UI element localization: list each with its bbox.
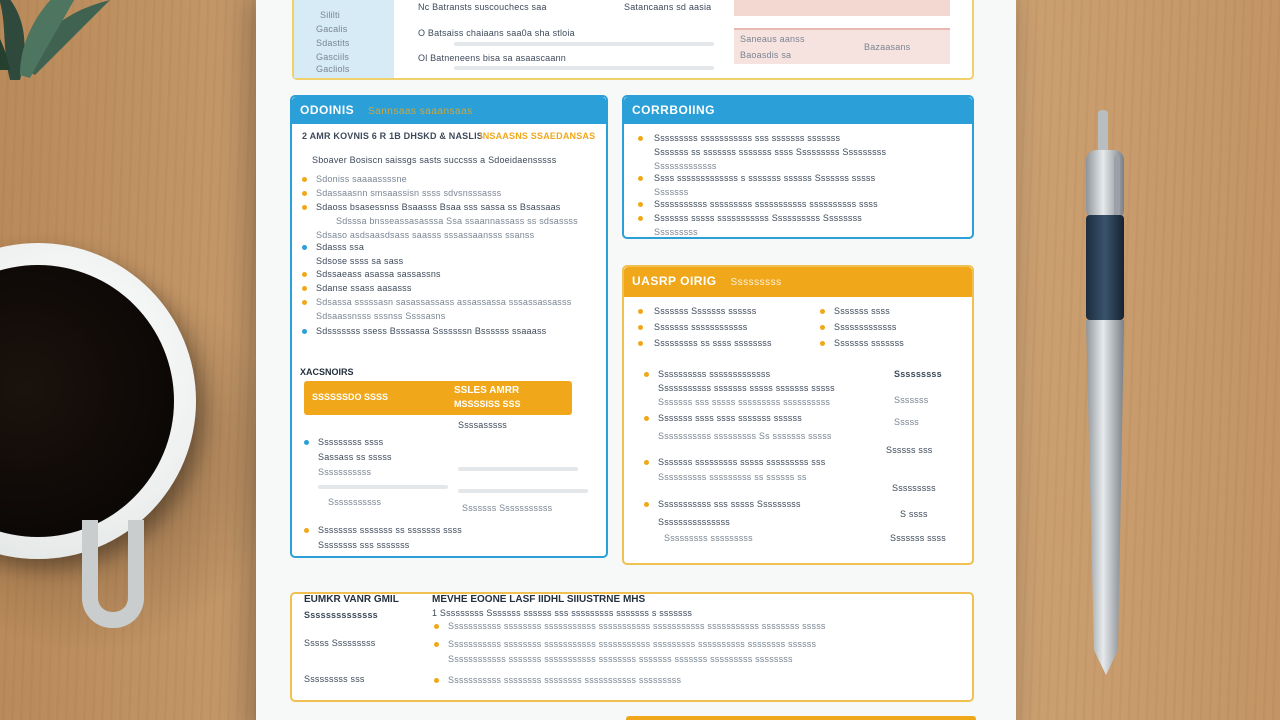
odoinis-item: Sdasss ssa: [316, 242, 365, 252]
bullet: [302, 245, 307, 250]
bullet: [304, 528, 309, 533]
odoinis-subtitle: Sannsaas saaansaas: [368, 106, 473, 117]
bottom-line: Sssssssssss ssssssss ssssssss sssssssssss sssssssss: [448, 675, 682, 685]
top-left-line: Gacliols: [316, 64, 350, 74]
lower-left-line: Sssssssssss: [318, 467, 372, 477]
bottom-line: Ssssssssssss sssssss sssssssssss ssssssss sssssss sssssss sssssssss ssssssss: [448, 654, 793, 664]
odoinis-title: ODOINIS: [300, 103, 355, 117]
uasrp-detail: Sssssss ssss ssss sssssss ssssss: [658, 413, 802, 423]
bullet: [302, 177, 307, 182]
bullet: [302, 191, 307, 196]
bullet: [644, 460, 649, 465]
bullet: [304, 440, 309, 445]
bottom-left-label: Sssss Sssssssss: [304, 638, 376, 648]
top-divider: [454, 66, 714, 70]
field-bar: [458, 489, 588, 493]
odoinis-item: Sdsaassnsss sssnss Ssssasns: [316, 311, 446, 321]
uasrp-detail: Sssssss sssssssss sssss sssssssss sss: [658, 457, 826, 467]
top-left-panel: [294, 0, 394, 78]
bullet: [644, 372, 649, 377]
bottom-left-label: Ssssssssssssss: [304, 610, 378, 620]
top-right-cell: Baoasdis sa: [740, 50, 792, 60]
top-divider: [454, 42, 714, 46]
corrboiing-header: [624, 97, 972, 124]
top-right-cell: Bazaasans: [864, 42, 911, 52]
top-mid-line: Nc Batransts suscouchecs saa: [418, 2, 547, 12]
corrboiing-item: Sssssssssssss: [654, 161, 717, 171]
corrboiing-title: CORRBOIING: [632, 103, 715, 117]
bottom-line: Sssssssssss ssssssss sssssssssss sssssssssss sssssssss ssssssssss ssssssss ssssss: [448, 639, 817, 649]
coffee: [0, 265, 174, 537]
bullet: [820, 325, 825, 330]
odoinis-item: Sdsaso asdsaasdsass saasss sssassaansss ssanss: [316, 230, 535, 240]
bullet: [302, 205, 307, 210]
bullet: [820, 341, 825, 346]
callout-right-text: MSSSSISS SSS: [454, 399, 521, 409]
top-left-line: Sililti: [320, 10, 340, 20]
lower-right-line: Ssssasssss: [458, 420, 508, 430]
uasrp-detail: Sssssssssss sssssss sssss sssssss sssss: [658, 383, 835, 393]
footer-line: Ssssssss sssssss ss sssssss ssss: [318, 525, 462, 535]
uasrp-detail: Sssssssssss sssssssss Ss sssssss sssss: [658, 431, 832, 441]
uasrp-title: UASRP OIRIG: [632, 274, 717, 288]
lower-left-line: Sassass ss sssss: [318, 452, 392, 462]
bottom-card: [290, 592, 974, 702]
bottom-line: 1 Sssssssss Sssssss ssssss sss sssssssss sssssss s sssssss: [432, 608, 693, 618]
uasrp-side-value: Sssssss ssss: [890, 533, 946, 543]
top-right-pink-block: [734, 0, 950, 16]
bottom-title-left: EUMKR VANR GMIL: [304, 594, 399, 605]
uasrp-side-value: Sssssss: [894, 395, 929, 405]
field-bar: [318, 485, 448, 489]
odoinis-item: Sdsssssss ssess Bsssassa Sssssssn Bssssss ssaaass: [316, 326, 547, 336]
uasrp-right-item: Sssssss sssssss: [834, 338, 905, 348]
bullet: [434, 678, 439, 683]
uasrp-detail: Sssssss sss sssss sssssssss ssssssssss: [658, 397, 831, 407]
bullet: [638, 136, 643, 141]
corrboiing-item: Sssssssss: [654, 227, 698, 237]
corrboiing-item: Ssss sssssssssssss s sssssss ssssss Sssssss sssss: [654, 173, 876, 183]
corrboiing-item: Sssssssss sssssssssss sss sssssss sssssss: [654, 133, 841, 143]
bottom-line: Sssssssssss ssssssss sssssssssss sssssssssss sssssssssss sssssssssss ssssssss sssss: [448, 621, 826, 631]
callout-left-text: SSSSSSDO SSSS: [312, 392, 389, 402]
top-left-line: Sdastits: [316, 38, 350, 48]
bullet: [434, 642, 439, 647]
bullet: [638, 202, 643, 207]
uasrp-left-item: Sssssss Sssssss ssssss: [654, 306, 757, 316]
uasrp-detail: Ssssssssss sssssssss ss ssssss ss: [658, 472, 807, 482]
callout-right-text: SSLES AMRR: [454, 385, 520, 396]
bullet: [820, 309, 825, 314]
top-left-line: Gasciils: [316, 52, 350, 62]
bullet: [638, 341, 643, 346]
document-sheet: [256, 0, 1016, 720]
uasrp-detail: Sssssssssssssss: [658, 517, 731, 527]
sheet-bottom-edge: [626, 716, 976, 720]
corrboiing-item: Sssssss ss sssssss sssssss ssss Sssssssss Sssssssss: [654, 147, 887, 157]
plant-icon: [0, 0, 140, 90]
odoinis-item: Sdsose ssss sa sass: [316, 256, 404, 266]
top-mid-line: Ol Batneneens bisa sa asaascaann: [418, 53, 566, 63]
odoinis-item: Sdaoss bsasessnss Bsaasss Bsaa sss sassa ss Bsassaas: [316, 202, 561, 212]
uasrp-side-value: Ssssss sss: [886, 445, 933, 455]
top-left-line: Gacalis: [316, 24, 348, 34]
uasrp-side-value: Sssssssss: [892, 483, 936, 493]
callout-label: XACSNOIRS: [300, 367, 354, 377]
top-right-table: [734, 28, 950, 64]
uasrp-detail: Ssssssssss sssssssssssss: [658, 369, 771, 379]
corrboiing-item: Sssssssssss sssssssss sssssssssss ssssssssss ssss: [654, 199, 878, 209]
odoinis-card: [290, 95, 608, 558]
top-right-heading: Satancaans sd aasia: [624, 2, 712, 12]
pen-icon: [1060, 110, 1150, 680]
odoinis-item: Sdassaasnn smsaassisn ssss sdvsnsssasss: [316, 188, 502, 198]
top-right-cell: Saneaus aanss: [740, 34, 805, 44]
odoinis-item: Sdsassa sssssasn sasassassass assassassa sssassassasss: [316, 297, 572, 307]
odoinis-row1-accent: INSAASNS SSAEDANSAS: [480, 131, 596, 141]
bottom-left-label: Sssssssss sss: [304, 674, 365, 684]
field-text: Sssssss Sssssssssss: [462, 503, 553, 513]
uasrp-card: [622, 265, 974, 565]
corrboiing-card: [622, 95, 974, 239]
bullet: [638, 309, 643, 314]
bullet: [638, 176, 643, 181]
bullet: [302, 286, 307, 291]
bottom-title-right: MEVHE EOONE LASF IIDHL SIIUSTRNE MHS: [432, 594, 646, 605]
bullet: [302, 300, 307, 305]
lower-left-line: Sssssssss ssss: [318, 437, 384, 447]
corrboiing-item: Sssssss sssss sssssssssss Ssssssssss Ssssssss: [654, 213, 863, 223]
odoinis-item: Sdoniss saaaassssne: [316, 174, 407, 184]
mug-handle: [82, 520, 144, 628]
corrboiing-item: Sssssss: [654, 187, 689, 197]
uasrp-right-item: Sssssss ssss: [834, 306, 890, 316]
odoinis-item: Sboaver Bosiscn saissgs sasts succsss a Sdoeidaensssss: [312, 155, 557, 165]
odoinis-header: [292, 97, 606, 124]
bullet: [302, 272, 307, 277]
uasrp-detail: Sssssssssss sss sssss Sssssssss: [658, 499, 801, 509]
top-mid-line: O Batsaiss chaiaans saa0a sha stloia: [418, 28, 575, 38]
uasrp-side-value: S ssss: [900, 509, 928, 519]
callout-box: [304, 381, 572, 415]
uasrp-side-value: Sssssssss: [894, 369, 942, 379]
odoinis-row1: 2 AMR KOVNIS 6 R 1B DHSKD & NASLIS: [302, 131, 483, 141]
uasrp-header: [624, 267, 972, 297]
top-card: [292, 0, 974, 80]
odoinis-item: Sdsssa bnsseassasasssa Ssa ssaannassass ss sdsassss: [336, 216, 578, 226]
bullet: [638, 325, 643, 330]
uasrp-subtitle: Sssssssss: [730, 277, 782, 288]
bullet: [434, 624, 439, 629]
bullet: [644, 416, 649, 421]
uasrp-right-item: Sssssssssssss: [834, 322, 897, 332]
footer-line: Ssssssss sss sssssss: [318, 540, 410, 550]
odoinis-item: Sdanse ssass aasasss: [316, 283, 412, 293]
uasrp-left-item: Sssssssss ss ssss ssssssss: [654, 338, 772, 348]
odoinis-item: Sdssaeass asassa sassassns: [316, 269, 441, 279]
uasrp-detail: Sssssssss sssssssss: [664, 533, 753, 543]
bullet: [638, 216, 643, 221]
bullet: [302, 329, 307, 334]
field-bar: [458, 467, 578, 471]
uasrp-left-item: Sssssss ssssssssssss: [654, 322, 748, 332]
uasrp-side-value: Sssss: [894, 417, 920, 427]
bullet: [644, 502, 649, 507]
field-text: Sssssssssss: [328, 497, 382, 507]
